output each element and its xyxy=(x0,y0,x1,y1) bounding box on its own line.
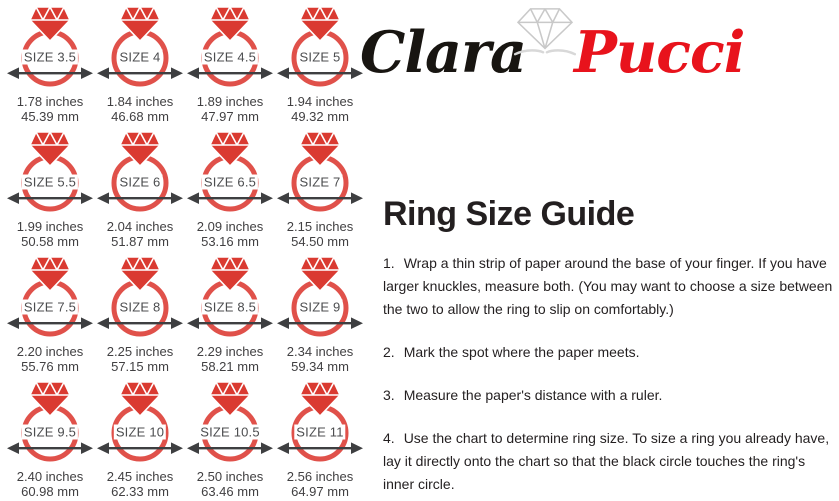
measurement-inches: 2.45 inches xyxy=(106,469,174,484)
diameter-arrow-icon xyxy=(187,67,273,79)
brand-name-clara: Clara xyxy=(360,19,526,86)
measurement-mm: 62.33 mm xyxy=(111,484,169,499)
ring-icon xyxy=(95,380,185,466)
ring-figure xyxy=(185,380,275,466)
ring-size-label: SIZE 10 xyxy=(115,424,165,440)
measurement-mm: 46.68 mm xyxy=(111,109,169,124)
ring-figure xyxy=(95,5,185,91)
ring-size-label: SIZE 5 xyxy=(299,49,341,65)
ring-size-cell xyxy=(95,255,185,380)
ring-size-label: SIZE 9.5 xyxy=(23,424,77,440)
ring-size-cell xyxy=(5,380,95,501)
ring-measurements xyxy=(5,469,95,499)
ring-size-cell xyxy=(185,5,275,130)
ring-figure xyxy=(275,5,365,91)
diameter-arrow-icon xyxy=(277,67,363,79)
ring-figure xyxy=(5,380,95,466)
ring-figure xyxy=(95,255,185,341)
diameter-arrow-icon xyxy=(7,317,93,329)
ring-icon xyxy=(5,5,95,91)
measurement-inches: 2.50 inches xyxy=(196,469,264,484)
ring-size-cell xyxy=(185,130,275,255)
ring-size-label: SIZE 3.5 xyxy=(23,49,77,65)
measurement-inches: 2.29 inches xyxy=(196,344,264,359)
ring-measurements xyxy=(275,344,365,374)
ring-icon xyxy=(275,380,365,466)
step-text: Mark the spot where the paper meets. xyxy=(403,344,640,360)
ring-figure xyxy=(5,130,95,216)
diameter-arrow-icon xyxy=(187,192,273,204)
ring-icon xyxy=(5,255,95,341)
brand-logo xyxy=(356,8,836,108)
diameter-arrow-icon xyxy=(97,442,183,454)
step-text: Wrap a thin strip of paper around the base of your finger. If you have larger knuckles, measure both. (You may want to choose a size between the two to allow the ring to slip on comfortably.) xyxy=(383,255,833,317)
ring-figure xyxy=(95,380,185,466)
measurement-mm: 59.34 mm xyxy=(291,359,349,374)
ring-figure xyxy=(185,130,275,216)
ring-icon xyxy=(5,380,95,466)
measurement-mm: 58.21 mm xyxy=(201,359,259,374)
ring-measurements xyxy=(185,344,275,374)
diameter-arrow-icon xyxy=(7,442,93,454)
ring-measurements xyxy=(185,94,275,124)
diameter-arrow-icon xyxy=(277,317,363,329)
ring-measurements xyxy=(95,94,185,124)
ring-icon xyxy=(275,130,365,216)
ring-measurements xyxy=(275,469,365,499)
diameter-arrow-icon xyxy=(187,317,273,329)
ring-size-label: SIZE 8.5 xyxy=(203,299,257,315)
ring-size-label: SIZE 7.5 xyxy=(23,299,77,315)
measurement-mm: 60.98 mm xyxy=(21,484,79,499)
ring-measurements xyxy=(95,469,185,499)
instruction-step-3 xyxy=(383,384,835,407)
ring-size-cell xyxy=(185,380,275,501)
diameter-arrow-icon xyxy=(277,192,363,204)
ring-measurements xyxy=(275,94,365,124)
ring-icon xyxy=(275,5,365,91)
ring-size-cell xyxy=(95,5,185,130)
ring-measurements xyxy=(185,469,275,499)
ring-size-cell xyxy=(275,5,365,130)
ring-size-label: SIZE 9 xyxy=(299,299,341,315)
ring-icon xyxy=(185,380,275,466)
ring-size-label: SIZE 4.5 xyxy=(203,49,257,65)
measurement-inches: 2.09 inches xyxy=(196,219,264,234)
step-number: 3. xyxy=(383,387,395,403)
ring-figure xyxy=(95,130,185,216)
measurement-inches: 2.25 inches xyxy=(106,344,174,359)
step-number: 2. xyxy=(383,344,395,360)
ring-icon xyxy=(185,5,275,91)
ring-icon xyxy=(95,5,185,91)
ring-size-cell xyxy=(5,5,95,130)
ring-icon xyxy=(185,130,275,216)
measurement-inches: 1.84 inches xyxy=(106,94,174,109)
measurement-mm: 64.97 mm xyxy=(291,484,349,499)
ring-icon xyxy=(95,255,185,341)
measurement-mm: 51.87 mm xyxy=(111,234,169,249)
ring-size-label: SIZE 6.5 xyxy=(203,174,257,190)
ring-measurements xyxy=(5,219,95,249)
diameter-arrow-icon xyxy=(7,192,93,204)
diameter-arrow-icon xyxy=(97,67,183,79)
ring-icon xyxy=(95,130,185,216)
measurement-inches: 2.56 inches xyxy=(286,469,354,484)
ring-size-cell xyxy=(275,380,365,501)
ring-size-chart xyxy=(5,5,367,501)
brand-name-pucci: Pucci xyxy=(574,19,745,86)
diameter-arrow-icon xyxy=(187,442,273,454)
ring-size-label: SIZE 7 xyxy=(299,174,341,190)
measurement-mm: 57.15 mm xyxy=(111,359,169,374)
diamond-icon xyxy=(514,6,576,60)
measurement-inches: 2.20 inches xyxy=(16,344,84,359)
measurement-inches: 1.99 inches xyxy=(16,219,84,234)
ring-figure xyxy=(5,5,95,91)
diameter-arrow-icon xyxy=(97,192,183,204)
ring-measurements xyxy=(185,219,275,249)
measurement-mm: 55.76 mm xyxy=(21,359,79,374)
measurement-inches: 2.34 inches xyxy=(286,344,354,359)
ring-measurements xyxy=(95,219,185,249)
ring-measurements xyxy=(5,94,95,124)
ring-figure xyxy=(185,5,275,91)
ring-size-label: SIZE 10.5 xyxy=(200,424,260,440)
ring-figure xyxy=(275,130,365,216)
ring-size-cell xyxy=(275,130,365,255)
measurement-mm: 53.16 mm xyxy=(201,234,259,249)
ring-size-label: SIZE 8 xyxy=(119,299,161,315)
ring-figure xyxy=(185,255,275,341)
ring-measurements xyxy=(95,344,185,374)
measurement-inches: 2.15 inches xyxy=(286,219,354,234)
diameter-arrow-icon xyxy=(97,317,183,329)
step-number: 4. xyxy=(383,430,395,446)
page-title: Ring Size Guide xyxy=(383,195,635,233)
ring-figure xyxy=(275,380,365,466)
ring-size-guide-text xyxy=(383,195,835,501)
step-text: Use the chart to determine ring size. To size a ring you already have, lay it directly onto the chart so that the black circle touches the ring's inner circle. xyxy=(383,430,830,492)
measurement-mm: 54.50 mm xyxy=(291,234,349,249)
measurement-mm: 47.97 mm xyxy=(201,109,259,124)
measurement-inches: 1.89 inches xyxy=(196,94,264,109)
step-text: Measure the paper's distance with a ruler. xyxy=(403,387,663,403)
measurement-inches: 2.40 inches xyxy=(16,469,84,484)
instruction-step-2 xyxy=(383,341,835,364)
diameter-arrow-icon xyxy=(7,67,93,79)
ring-measurements xyxy=(5,344,95,374)
measurement-inches: 2.04 inches xyxy=(106,219,174,234)
ring-size-cell xyxy=(95,130,185,255)
measurement-inches: 1.78 inches xyxy=(16,94,84,109)
measurement-mm: 45.39 mm xyxy=(21,109,79,124)
instruction-step-4 xyxy=(383,427,835,496)
ring-size-cell xyxy=(5,255,95,380)
ring-figure xyxy=(5,255,95,341)
instruction-step-1 xyxy=(383,252,835,321)
measurement-mm: 50.58 mm xyxy=(21,234,79,249)
ring-icon xyxy=(5,130,95,216)
measurement-mm: 49.32 mm xyxy=(291,109,349,124)
ring-size-cell xyxy=(275,255,365,380)
ring-size-cell xyxy=(95,380,185,501)
ring-size-cell xyxy=(5,130,95,255)
ring-size-label: SIZE 6 xyxy=(119,174,161,190)
step-number: 1. xyxy=(383,255,395,271)
ring-size-label: SIZE 5.5 xyxy=(23,174,77,190)
ring-icon xyxy=(275,255,365,341)
ring-size-label: SIZE 11 xyxy=(296,424,344,440)
ring-figure xyxy=(275,255,365,341)
ring-size-label: SIZE 4 xyxy=(119,49,161,65)
diameter-arrow-icon xyxy=(277,442,363,454)
ring-size-cell xyxy=(185,255,275,380)
measurement-mm: 63.46 mm xyxy=(201,484,259,499)
measurement-inches: 1.94 inches xyxy=(286,94,354,109)
ring-measurements xyxy=(275,219,365,249)
ring-icon xyxy=(185,255,275,341)
